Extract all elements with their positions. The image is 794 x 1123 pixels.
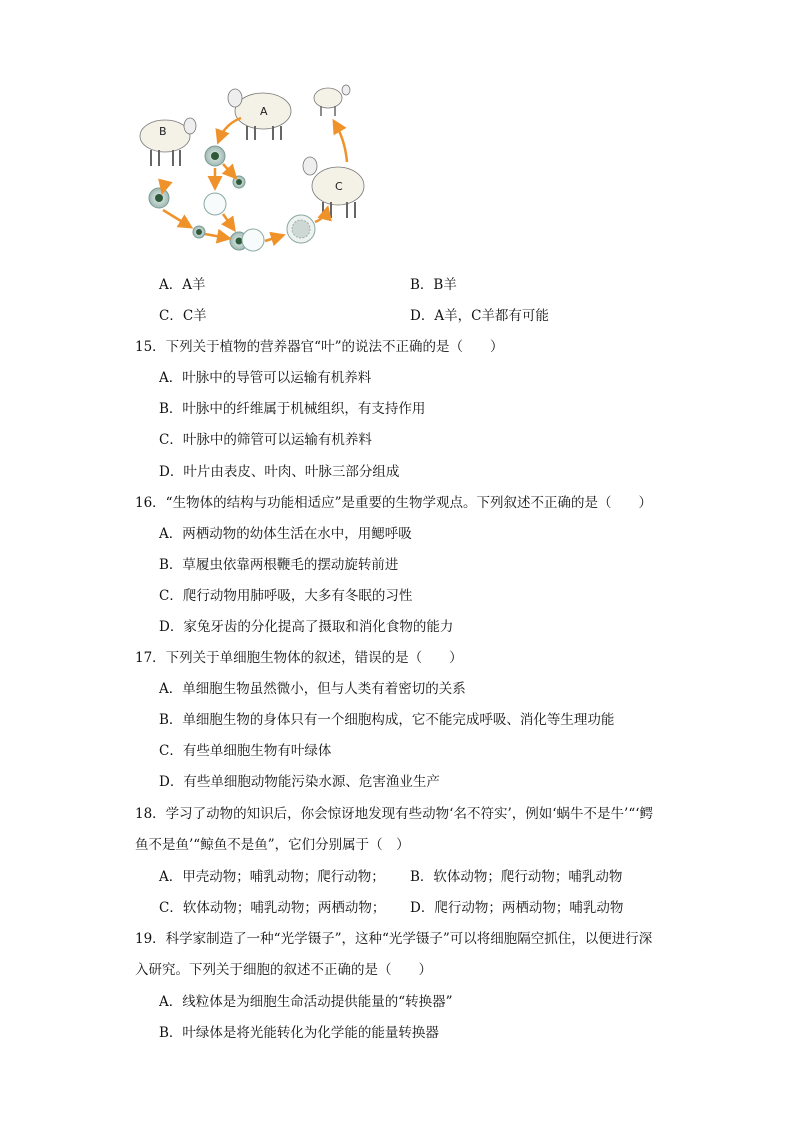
q19-stem-line1: 19．科学家制造了一种“光学镊子”，这种“光学镊子”可以将细胞隔空抓住，以便进行深 xyxy=(135,931,653,947)
q18-option-c[interactable]: C．软体动物；哺乳动物；两栖动物； xyxy=(159,900,386,916)
label-a: A xyxy=(260,105,268,118)
q14-option-b[interactable]: B．B羊 xyxy=(410,277,457,293)
cloning-diagram-svg xyxy=(135,78,385,263)
q18-stem-line2: 鱼不是鱼’“鲸鱼不是鱼”，它们分别属于（ ） xyxy=(135,837,410,853)
q19-option-a[interactable]: A．线粒体是为细胞生命活动提供能量的“转换器” xyxy=(159,994,453,1010)
sheep-a-icon xyxy=(228,89,291,140)
q15-option-b[interactable]: B．叶脉中的纤维属于机械组织，有支持作用 xyxy=(159,401,426,417)
q18-stem-line1: 18．学习了动物的知识后，你会惊讶地发现有些动物‘名不符实’，例如‘蜗牛不是牛’“‘鳄 xyxy=(135,806,654,822)
lamb-icon xyxy=(314,85,350,116)
label-c: C xyxy=(335,180,343,193)
q18-option-d[interactable]: D．爬行动物；两栖动物；哺乳动物 xyxy=(410,900,624,916)
q14-option-d[interactable]: D．A羊，C羊都有可能 xyxy=(410,308,549,324)
cell-from-a-icon xyxy=(205,146,225,166)
nucleus-from-a-icon xyxy=(233,176,245,188)
q16-option-a[interactable]: A．两栖动物的幼体生活在水中，用鳃呼吸 xyxy=(159,526,412,542)
q19-option-b[interactable]: B．叶绿体是将光能转化为化学能的能量转换器 xyxy=(159,1025,439,1041)
q19-stem-line2: 入研究。下列关于细胞的叙述不正确的是（ ） xyxy=(135,962,432,978)
q17-option-d[interactable]: D．有些单细胞动物能污染水源、危害渔业生产 xyxy=(159,774,440,790)
q16-option-d[interactable]: D．家兔牙齿的分化提高了摄取和消化食物的能力 xyxy=(159,619,454,635)
q18-option-b[interactable]: B．软体动物；爬行动物；哺乳动物 xyxy=(410,869,623,885)
q17-option-c[interactable]: C．有些单细胞生物有叶绿体 xyxy=(159,743,332,759)
enucleated-egg-icon xyxy=(204,193,226,215)
q15-option-a[interactable]: A．叶脉中的导管可以运输有机养料 xyxy=(159,370,372,386)
q15-option-d[interactable]: D．叶片由表皮、叶肉、叶脉三部分组成 xyxy=(159,464,400,480)
q14-option-a[interactable]: A．A羊 xyxy=(159,277,206,293)
q14-option-c[interactable]: C．C羊 xyxy=(159,308,207,324)
cell-from-b-icon xyxy=(149,188,169,208)
q17-option-a[interactable]: A．单细胞生物虽然微小，但与人类有着密切的关系 xyxy=(159,681,466,697)
q17-stem: 17．下列关于单细胞生物体的叙述，错误的是（ ） xyxy=(135,650,463,666)
q16-stem: 16．“生物体的结构与功能相适应”是重要的生物学观点。下列叙述不正确的是（ ） xyxy=(135,495,652,511)
q15-stem: 15．下列关于植物的营养器官“叶”的说法不正确的是（ ） xyxy=(135,339,504,355)
sheep-b-icon xyxy=(140,118,196,166)
label-b: B xyxy=(159,125,167,138)
embryo-icon xyxy=(287,215,315,243)
nucleus-from-b-icon xyxy=(193,226,205,238)
q18-option-a[interactable]: A．甲壳动物；哺乳动物；爬行动物； xyxy=(159,869,385,885)
q15-option-c[interactable]: C．叶脉中的筛管可以运输有机养料 xyxy=(159,432,372,448)
cloning-diagram xyxy=(135,78,385,263)
fused-cell-icon xyxy=(230,229,264,251)
q16-option-b[interactable]: B．草履虫依靠两根鞭毛的摆动旋转前进 xyxy=(159,557,399,573)
sheep-c-icon xyxy=(303,157,364,218)
q16-option-c[interactable]: C．爬行动物用肺呼吸，大多有冬眠的习性 xyxy=(159,588,413,604)
q17-option-b[interactable]: B．单细胞生物的身体只有一个细胞构成，它不能完成呼吸、消化等生理功能 xyxy=(159,712,615,728)
